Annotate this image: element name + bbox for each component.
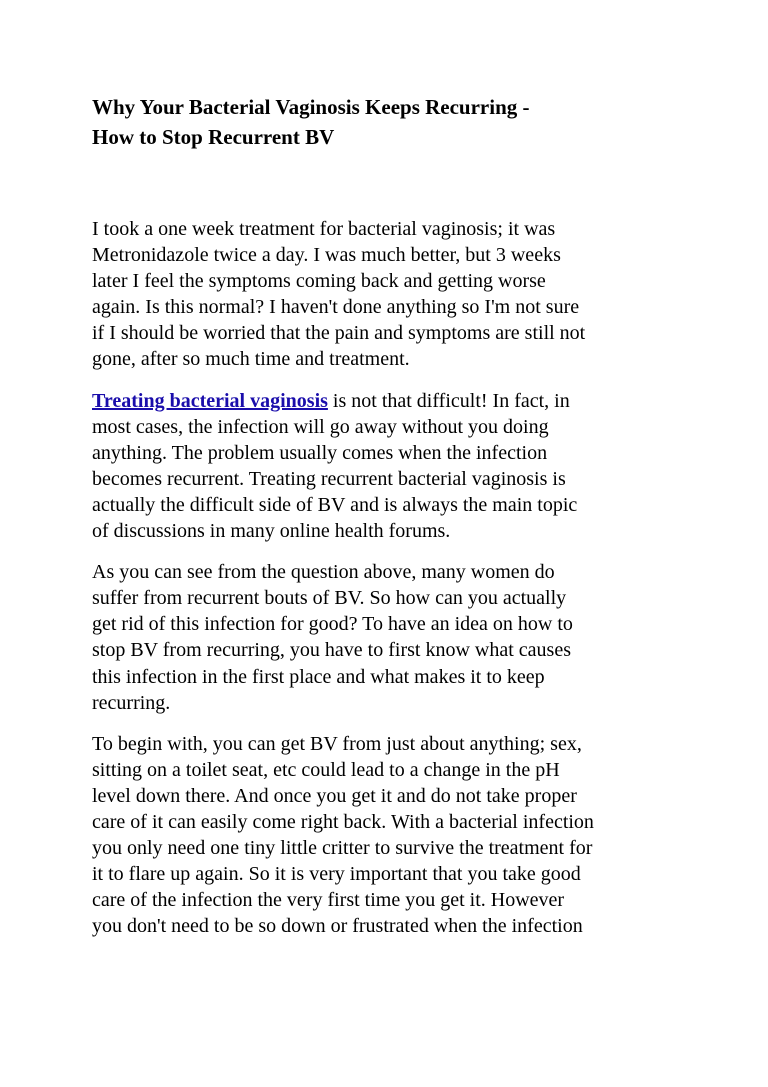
text-line: stop BV from recurring, you have to first know what causes [92,639,571,662]
title-line: Why Your Bacterial Vaginosis Keeps Recurring - [92,95,530,119]
paragraph-causes [92,731,692,940]
text-line: To begin with, you can get BV from just about anything; sex, [92,732,582,755]
text-line: anything. The problem usually comes when the infection [92,441,548,464]
text-line: get rid of this infection for good? To have an idea on how to [92,613,573,636]
text-line: you don't need to be so down or frustrated when the infection [92,915,583,938]
text-line: it to flare up again. So it is very important that you take good [92,863,581,886]
treating-bv-link[interactable]: Treating bacterial vaginosis [92,389,328,412]
paragraph-question [92,216,692,373]
text-line: I took a one week treatment for bacterial vaginosis; it was [92,218,556,240]
link-line-rest: is not that difficult! In fact, in [327,389,570,412]
text-line: gone, after so much time and treatment. [92,348,410,371]
text-line: you only need one tiny little critter to survive the treatment for [92,837,593,860]
text-line: suffer from recurrent bouts of BV. So how can you actually [92,587,567,610]
text-line: becomes recurrent. Treating recurrent bacterial vaginosis is [92,467,566,490]
text-line: later I feel the symptoms coming back and getting worse [92,270,546,293]
title-line: How to Stop Recurrent BV [92,125,335,149]
text-line: this infection in the first place and what makes it to keep [92,665,545,688]
paragraph-recurring [92,559,692,716]
text-line: actually the difficult side of BV and is always the main topic [92,493,578,516]
text-line [92,388,692,414]
text-line: level down there. And once you get it and do not take proper [92,784,577,807]
text-line: sitting on a toilet seat, etc could lead to a change in the pH [92,758,560,781]
text-line: if I should be worried that the pain and symptoms are still not [92,322,586,345]
text-line: care of it can easily come right back. With a bacterial infection [92,810,594,833]
text-line: recurring. [92,691,171,714]
text-line: care of the infection the very first time you get it. However [92,889,565,912]
text-line: again. Is this normal? I haven't done anything so I'm not sure [92,296,580,319]
text-line: As you can see from the question above, many women do [92,561,555,584]
document-title [92,92,692,152]
text-line: most cases, the infection will go away without you doing [92,415,549,438]
text-line: of discussions in many online health forums. [92,520,451,543]
text-line: Metronidazole twice a day. I was much better, but 3 weeks [92,244,561,267]
paragraph-treating [92,388,692,545]
document-page [92,92,692,939]
